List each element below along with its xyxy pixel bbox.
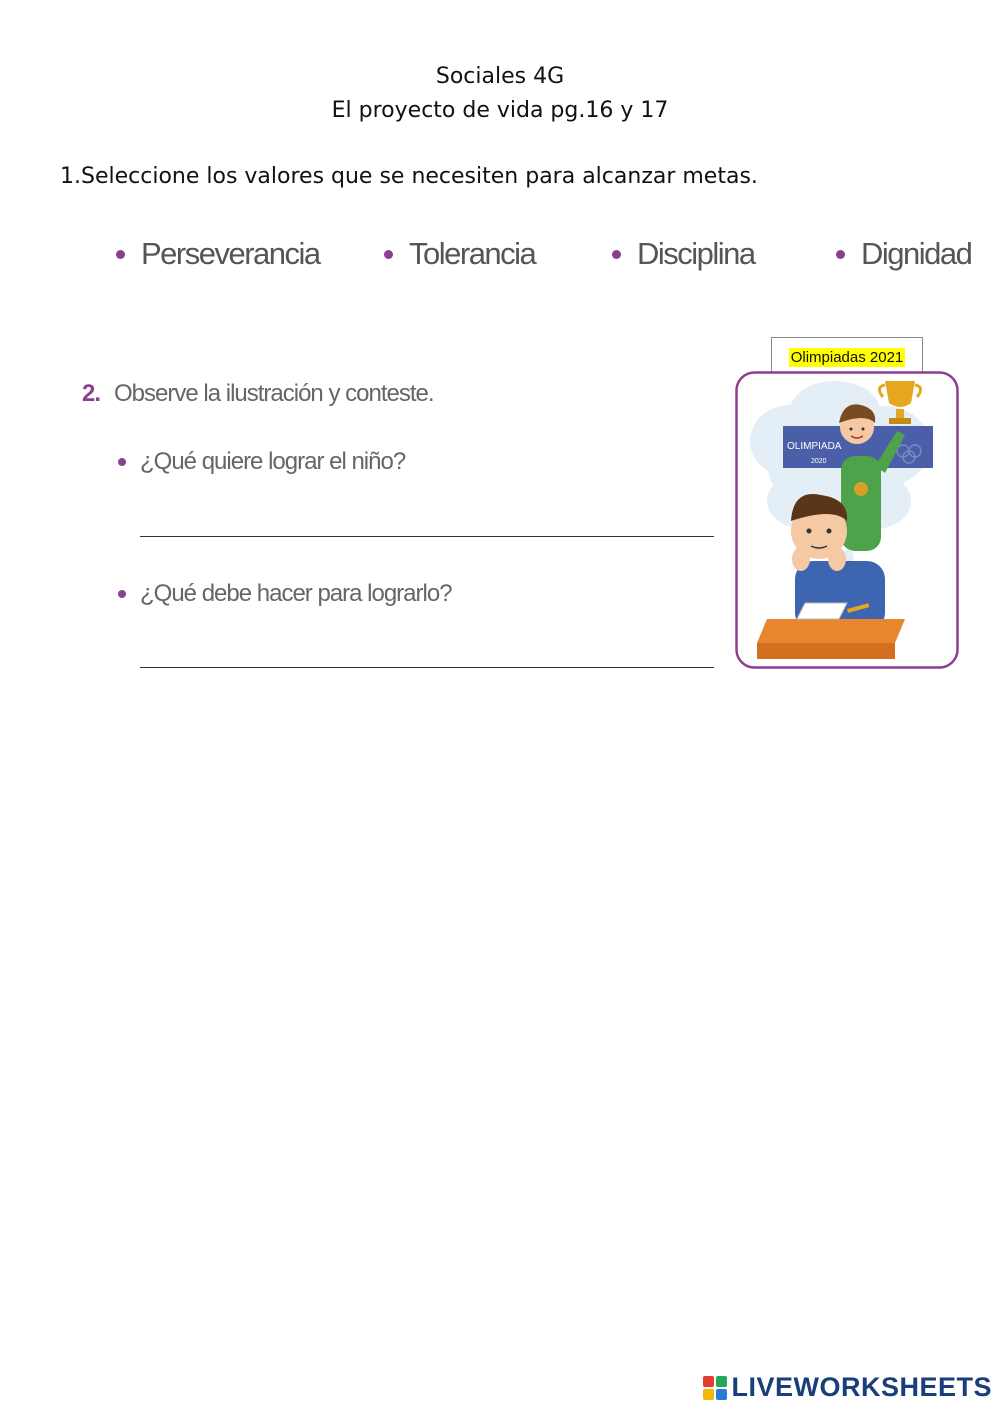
bullet-icon	[836, 250, 845, 259]
sub-question-2	[118, 580, 452, 608]
values-options-row	[110, 236, 970, 282]
bullet-icon	[118, 590, 126, 598]
answer-line-1[interactable]	[140, 536, 714, 537]
boy-dreaming-illustration	[735, 371, 959, 669]
banner-year: 2020	[811, 458, 827, 465]
option-label: Tolerancia	[409, 236, 536, 271]
sub-question-1	[118, 448, 405, 476]
bullet-icon	[384, 250, 393, 259]
brand-text: LIVEWORKSHEETS	[731, 1372, 992, 1402]
option-tolerancia[interactable]	[384, 236, 535, 272]
question-number: 2.	[82, 380, 101, 407]
option-disciplina[interactable]	[612, 236, 755, 272]
bullet-icon	[118, 458, 126, 466]
worksheet-title: El proyecto de vida pg.16 y 17	[331, 98, 669, 123]
liveworksheets-brand	[703, 1372, 992, 1403]
bullet-icon	[612, 250, 621, 259]
caption-text: Olimpiadas 2021	[790, 348, 904, 366]
sub-question-2-text: ¿Qué debe hacer para lograrlo?	[140, 580, 452, 607]
option-label: Disciplina	[637, 236, 755, 271]
option-perseverancia[interactable]	[116, 236, 320, 272]
question-1-text: 1.Seleccione los valores que se necesiten para alcanzar metas.	[60, 164, 758, 189]
liveworksheets-logo-icon	[703, 1376, 727, 1400]
question-2-heading	[82, 380, 434, 408]
sub-question-1-text: ¿Qué quiere lograr el niño?	[140, 448, 406, 475]
option-label: Dignidad	[861, 236, 972, 271]
banner-text: OLIMPIADA	[787, 441, 842, 452]
answer-line-2[interactable]	[140, 667, 714, 668]
question-2-text: Observe la ilustración y conteste.	[114, 380, 434, 407]
option-label: Perseverancia	[141, 236, 320, 271]
bullet-icon	[116, 250, 125, 259]
option-dignidad[interactable]	[836, 236, 971, 272]
worksheet-subject: Sociales 4G	[435, 64, 565, 89]
